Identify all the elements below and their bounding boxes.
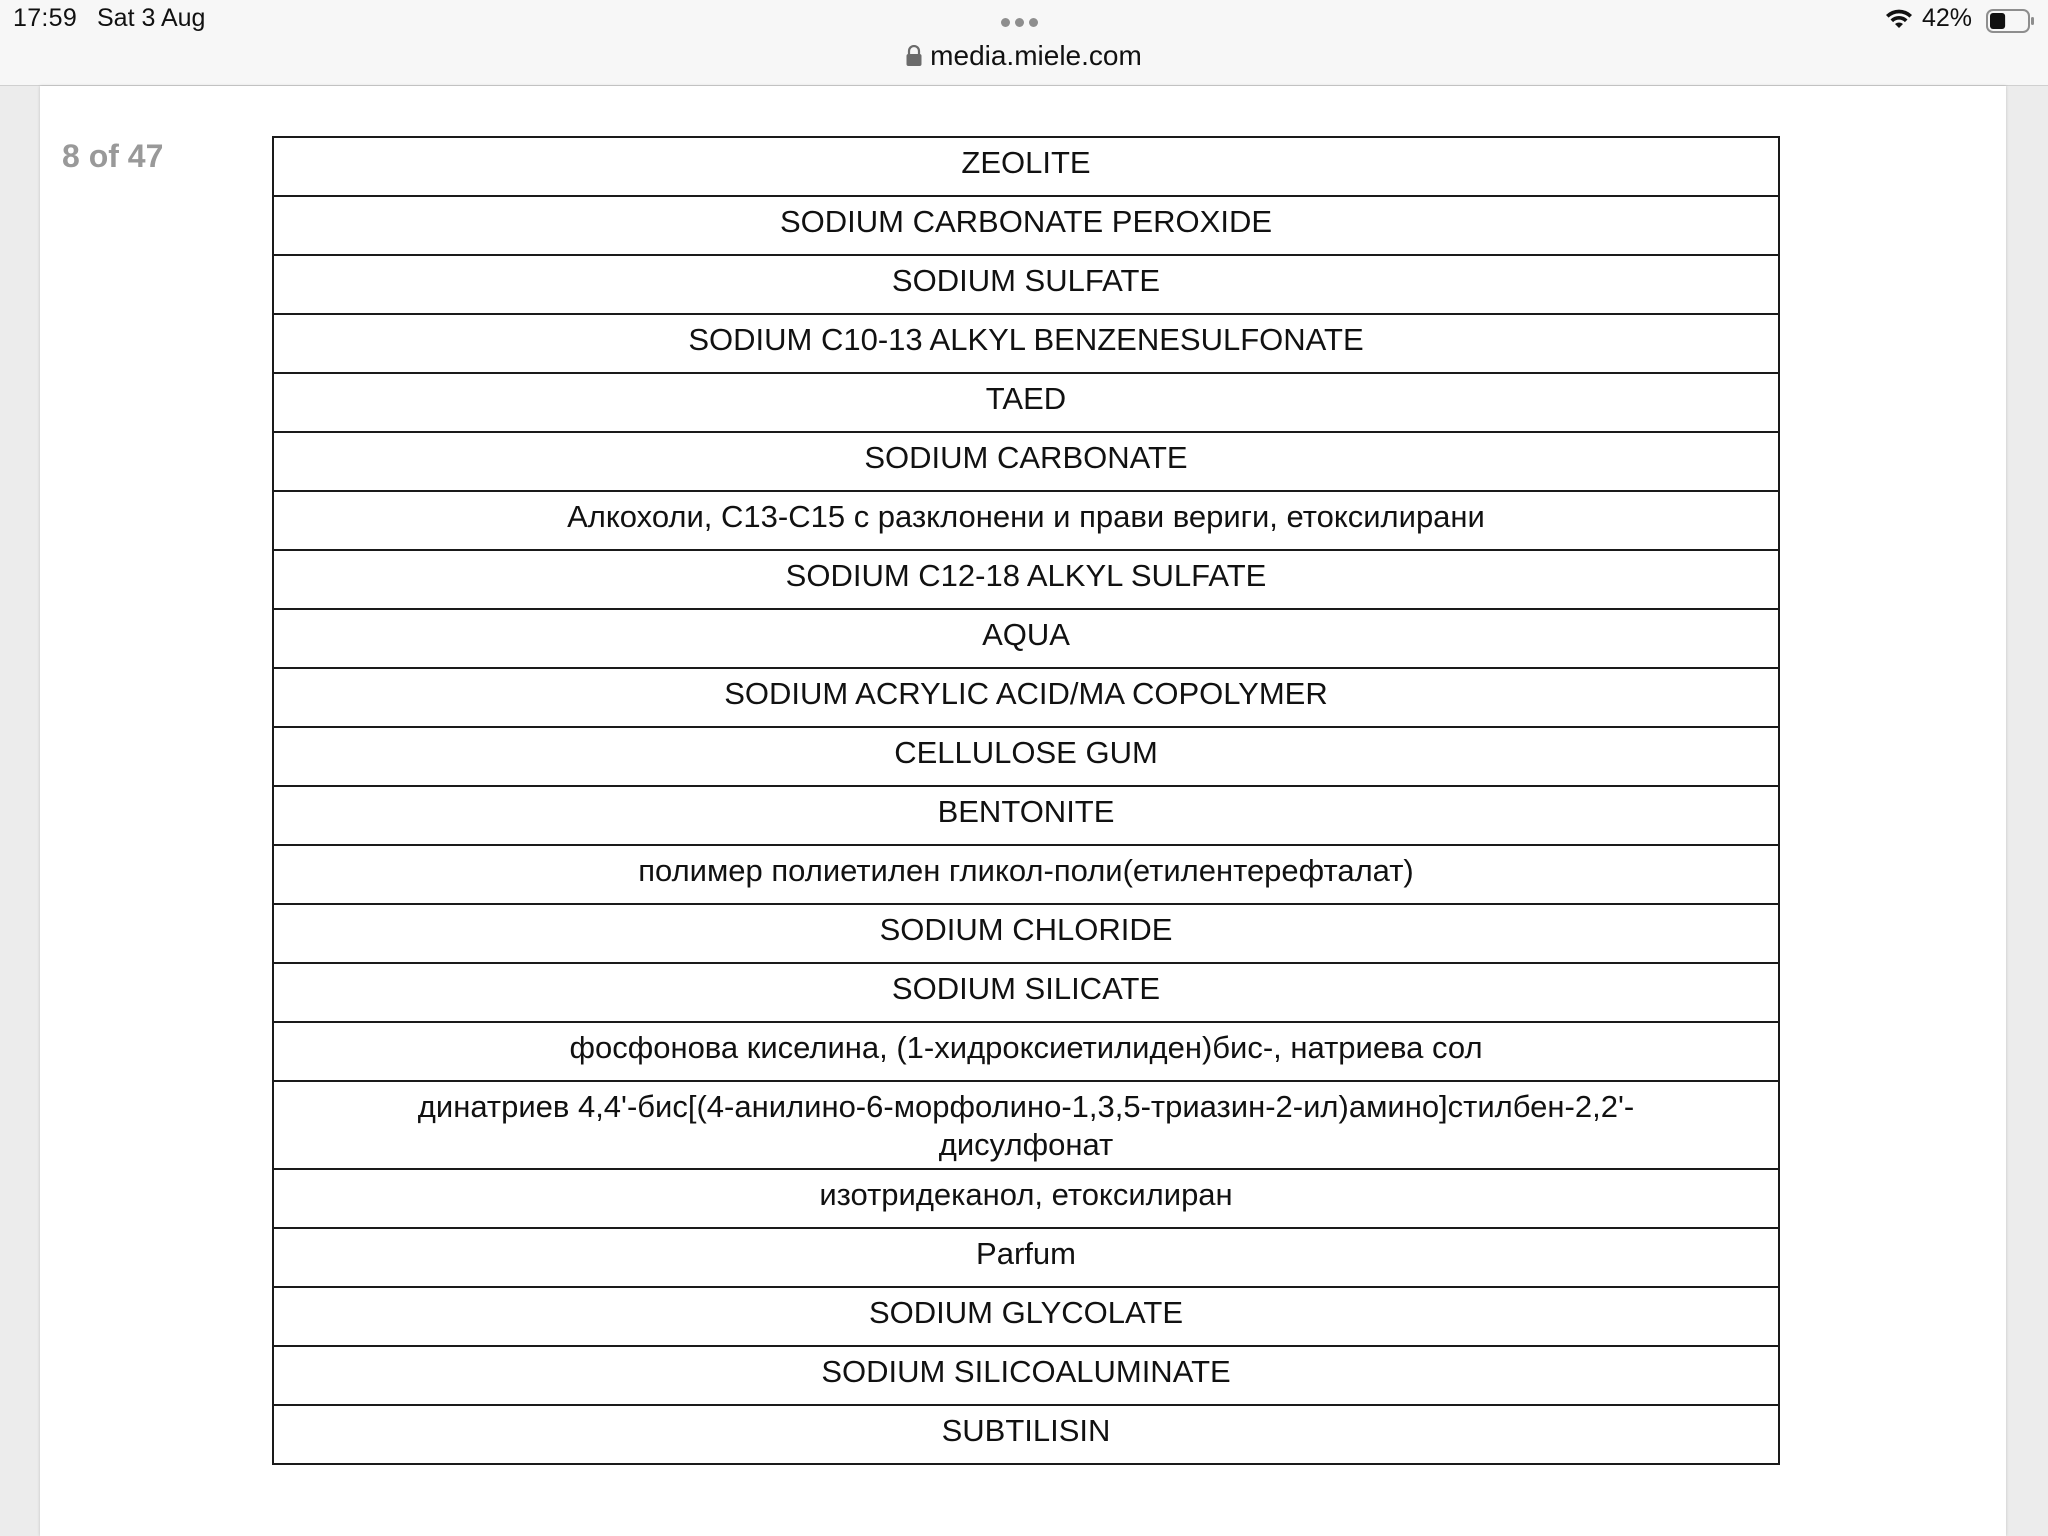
multitasking-dots-icon[interactable] — [1001, 14, 1047, 24]
ingredient-cell: TAED — [273, 373, 1779, 432]
page-counter: 8 of 47 — [62, 138, 164, 174]
ingredient-cell: изотридеканол, етоксилиран — [273, 1169, 1779, 1228]
ingredient-cell: SUBTILISIN — [273, 1405, 1779, 1464]
ingredient-cell: Parfum — [273, 1228, 1779, 1287]
ingredients-table — [272, 136, 1780, 1465]
ingredient-cell: SODIUM C12-18 ALKYL SULFATE — [273, 550, 1779, 609]
status-bar — [0, 0, 2048, 86]
table-row — [273, 1228, 1779, 1287]
ingredient-cell: Алкохоли, C13-C15 с разклонени и прави вериги, етоксилирани — [273, 491, 1779, 550]
table-row — [273, 1405, 1779, 1464]
table-row — [273, 845, 1779, 904]
table-row — [273, 491, 1779, 550]
table-row — [273, 727, 1779, 786]
ingredient-cell: CELLULOSE GUM — [273, 727, 1779, 786]
table-row — [273, 668, 1779, 727]
table-row — [273, 196, 1779, 255]
pdf-page[interactable] — [40, 86, 2006, 1536]
ingredient-cell: SODIUM SILICATE — [273, 963, 1779, 1022]
ingredient-cell: SODIUM C10-13 ALKYL BENZENESULFONATE — [273, 314, 1779, 373]
status-date: Sat 3 Aug — [97, 4, 206, 32]
ingredient-cell: SODIUM SILICOALUMINATE — [273, 1346, 1779, 1405]
table-row — [273, 1169, 1779, 1228]
ingredient-cell: BENTONITE — [273, 786, 1779, 845]
table-row — [273, 432, 1779, 491]
table-row — [273, 1346, 1779, 1405]
ingredient-cell: SODIUM GLYCOLATE — [273, 1287, 1779, 1346]
ingredient-cell: ZEOLITE — [273, 137, 1779, 196]
ingredient-cell: фосфонова киселина, (1-хидроксиетилиден)бис-, натриева сол — [273, 1022, 1779, 1081]
ingredient-cell: SODIUM CARBONATE PEROXIDE — [273, 196, 1779, 255]
address-bar[interactable] — [0, 40, 2048, 72]
ingredient-cell: SODIUM CHLORIDE — [273, 904, 1779, 963]
table-row — [273, 609, 1779, 668]
battery-icon — [1986, 9, 2036, 33]
ingredient-cell: SODIUM CARBONATE — [273, 432, 1779, 491]
table-row — [273, 1081, 1779, 1169]
table-row — [273, 1287, 1779, 1346]
ingredient-cell: динатриев 4,4'-бис[(4-анилино-6-морфолино-1,3,5-триазин-2-ил)амино]стилбен-2,2'-дисулфонат — [273, 1081, 1779, 1169]
lock-icon — [906, 45, 922, 67]
ingredient-cell: AQUA — [273, 609, 1779, 668]
ingredient-cell: SODIUM SULFATE — [273, 255, 1779, 314]
table-row — [273, 314, 1779, 373]
ingredient-cell: SODIUM ACRYLIC ACID/MA COPOLYMER — [273, 668, 1779, 727]
table-row — [273, 963, 1779, 1022]
table-row — [273, 904, 1779, 963]
ingredient-cell: полимер полиетилен гликол-поли(етилентерефталат) — [273, 845, 1779, 904]
table-row — [273, 786, 1779, 845]
battery-percent: 42% — [1922, 4, 1973, 32]
table-row — [273, 137, 1779, 196]
table-row — [273, 1022, 1779, 1081]
table-row — [273, 550, 1779, 609]
wifi-icon — [1884, 8, 1914, 30]
table-row — [273, 373, 1779, 432]
table-row — [273, 255, 1779, 314]
url-text: media.miele.com — [930, 40, 1142, 71]
status-time: 17:59 — [13, 4, 78, 32]
